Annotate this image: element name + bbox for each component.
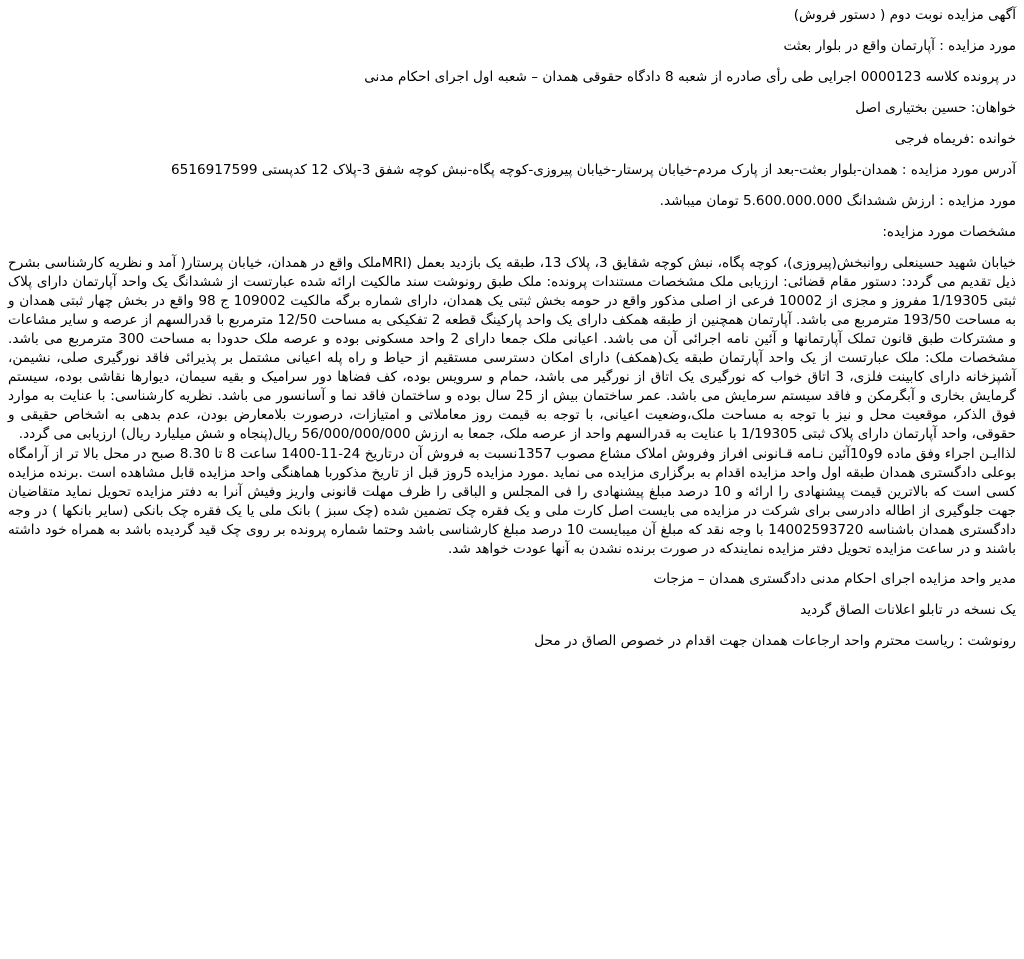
specs-paragraph: خیابان شهید حسینعلی روانبخش(پیروزی)، کوچه پگاه، نبش کوچه شقایق 3، پلاک 13، طبقه یک بازدید بعمل (MRIملک واقع در همدان، خیابان پرستار( آمد و نظریه کارشناسی بشرح ذیل تقدیم می گردد: دستور مقام قضائی: ارزیابی ملک مشخصات مستندات پرونده: ملک طبق رونوشت سند مالکیت ارائه شده عبارتست از ششدانگ یک واحد آپارتمان دارای پلاک ثبتی 1/19305 مفروز و مجزی از 10002 فرعی از اصلی مذکور واقع در حومه بخش ثبتی یک همدان، دارای شماره برگه مالکیت 109002 ج 98 واقع در بخش چهار ثبتی همدان و به مساحت 193/50 مترمربع می باشد. آپارتمان همچنین از طبقه همکف دارای یک واحد پارکینگ قطعه 2 تفکیکی به مساحت 12/50 مترمربع با قدرالسهم از عرصه و سایر مشاعات و مشترکات طبق قانون تملک آپارتمانها و آئین نامه اجرائی آن می باشد. اعیانی ملک جمعا دارای 2 واحد مسکونی بوده و عرصه ملک حدودا به مساحت 300 مترمربع می باشد. مشخصات ملک: ملک عبارتست از یک واحد آپارتمان طبقه یک(همکف) دارای امکان دسترسی مستقیم از حیاط و راه پله اعیانی مشتمل بر پذیرائی فاقد نورگیری صلی، نشیمن، آشپزخانه دارای کابینت فلزی، 3 اتاق خواب که نورگیری یک اتاق از نورگیر می باشد، حمام و سرویس بوده، کف فضاها دور سرامیک و بقیه سیمان، دیوارها نقاشی بوده، سیستم گرمایش بخاری و آبگرمکن و فاقد سیستم سرمایش می باشد. عمر ساختمان بیش از 25 سال بوده و ساختمان فاقد نما و آسانسور می باشد. نظریه کارشناسی: با عنایت به موارد فوق الذکر، موقعیت محل و نیز با توجه به مساحت ملک،وضعیت اعیانی، با توجه به قیمت روز معاملاتی و امتیازات، درصورت بلامعارض بودن، عدم بدهی به اشخاص حقیقی و حقوقی، واحد آپارتمان دارای پلاک ثبتی 1/19305 با عنایت به قدرالسهم واحد از عرصه ملک، جمعا به ارزش 56/000/000/000 ریال(پنجاه و شش میلیارد ریال) ارزیابی می گردد. (8, 255, 1017, 442)
auction-subject: مورد مزایده : آپارتمان واقع در بلوار بعثت (783, 38, 1016, 54)
notice-title: آگهی مزایده نوبت دوم ( دستور فروش) (793, 7, 1016, 23)
property-address: آدرس مورد مزایده : همدان-بلوار بعثت-بعد از پارک مردم-خیابان پرستار-خیابان پیروزی-کوچه پگاه-نبش کوچه شفق 3-پلاک 12 کدپستی 6516917599 (171, 162, 1016, 178)
copy-to-line: رونوشت : ریاست محترم واحد ارجاعات همدان جهت اقدام در خصوص الصاق در محل (534, 633, 1016, 649)
posting-note: یک نسخه در تابلو اعلانات الصاق گردید (800, 602, 1016, 618)
specs-heading: مشخصات مورد مزایده: (882, 224, 1016, 240)
property-value: مورد مزایده : ارزش ششدانگ 5.600.000.000 تومان میباشد. (659, 193, 1016, 209)
plaintiff-line: خواهان: حسین بختیاری اصل (855, 100, 1016, 116)
auction-notice (8, 6, 1016, 663)
defendant-line: خوانده :فریماه فرجی (894, 131, 1016, 147)
case-file-line: در پرونده کلاسه 0000123 اجرایی طی رأی صادره از شعبه 8 دادگاه حقوقی همدان – شعبه اول اجرای احکام مدنی (364, 69, 1016, 85)
manager-signature-line: مدیر واحد مزایده اجرای احکام مدنی دادگستری همدان – مزجات (653, 571, 1016, 587)
auction-terms-paragraph: لذاایـن اجراء وفق ماده 9و10آئین نـامه قـانونی افراز وفروش املاک مشاع مصوب 1357نسبت به فروش آن درتاریخ 24-11-1400 ساعت 8 تا 8.30 صبح در محل بالا تر از آرامگاه بوعلی دادگستری همدان طبقه اول واحد مزایده اقدام به برگزاری مزایده می نماید .مورد مزایده 5روز قبل از تاریخ مذکوربا هماهنگی واحد مزایده قابل مشاهده است .برنده مزایده کسی است که بالاترین قیمت پیشنهادی را ارائه و 10 درصد مبلغ پیشنهادی را فی المجلس و الباقی را ظرف مهلت قانونی واریز وفیش آنرا به دفتر مزایده تحویل نماید متقاضیان جهت جلوگیری از اطاله دادرسی برای شرکت در مزایده می بایست اصل کارت ملی و یک فقره چک تضمین شده (چک سبز ) بانک ملی یا یک فقره چک بانکی (سایر بانکها ) در وجه دادگستری همدان باشناسه 14002593720 با وجه نقد که مبلغ آن میبایست 10 درصد مبلغ کارشناسی باشد وحتما شماره پرونده بر روی چک قید گردیده باشد به همراه خود داشته باشند و در ساعت مزایده تحویل دفتر مزایده نمایندکه در صورت برنده نشدن به آنها عودت خواهد شد. (8, 446, 1016, 557)
